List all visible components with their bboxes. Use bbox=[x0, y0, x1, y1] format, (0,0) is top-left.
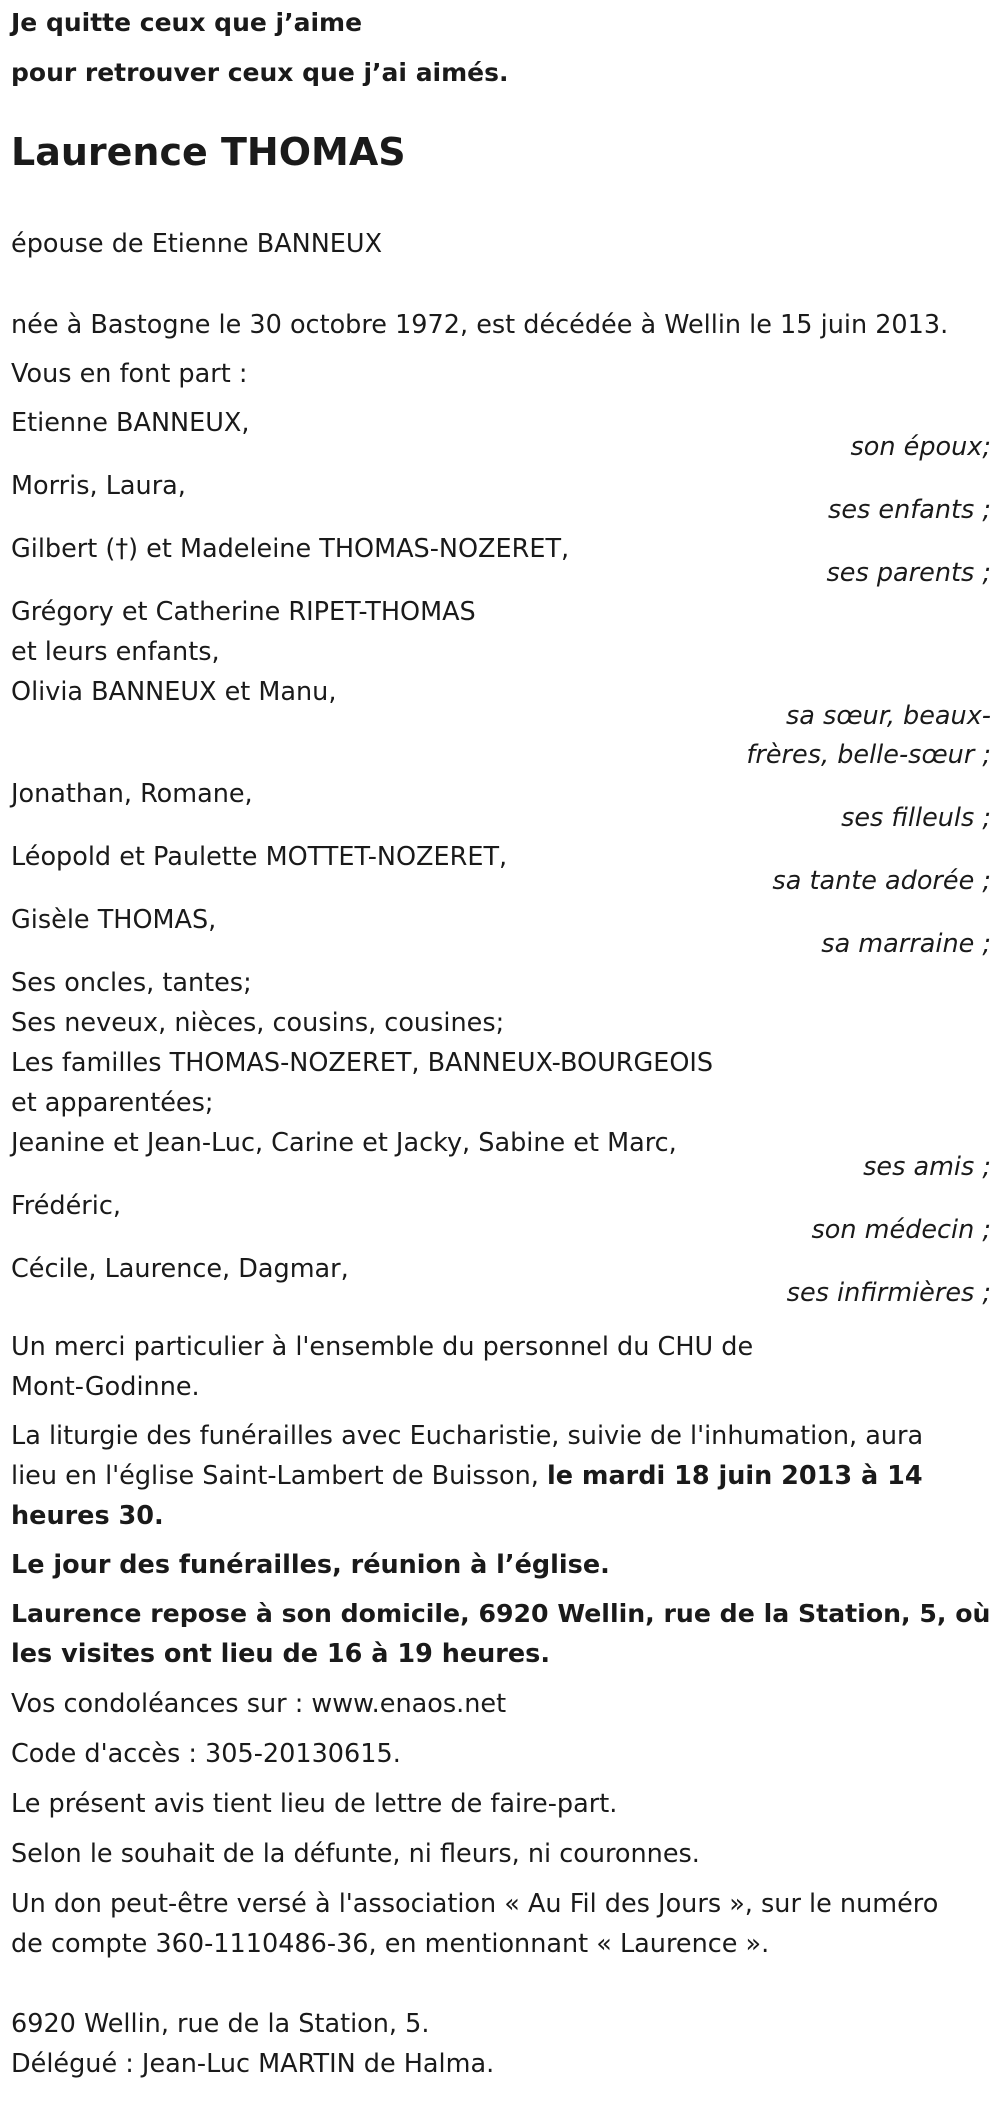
liturgy-line-2 bbox=[11, 1456, 923, 1496]
liturgy-line-1: La liturgie des funérailles avec Eucharistie, suivie de l'inhumation, aura bbox=[11, 1421, 924, 1451]
family-name-siblings-1: Grégory et Catherine RIPET-THOMAS bbox=[11, 597, 476, 627]
announce-line: Vous en font part : bbox=[11, 359, 248, 389]
condolences-line: Vos condoléances sur : www.enaos.net bbox=[11, 1689, 507, 1719]
liturgy-location: lieu en l'église Saint-Lambert de Buisson, bbox=[11, 1461, 547, 1491]
relation-godchildren: ses filleuls ; bbox=[841, 803, 991, 833]
extended-family-3: Les familles THOMAS-NOZERET, BANNEUX-BOURGEOIS bbox=[11, 1048, 714, 1078]
quote-line-2: pour retrouver ceux que j’ai aimés. bbox=[11, 58, 509, 87]
relation-doctor: son médecin ; bbox=[811, 1215, 991, 1245]
relation-children: ses enfants ; bbox=[828, 495, 991, 525]
footer-address: 6920 Wellin, rue de la Station, 5. bbox=[11, 2009, 430, 2039]
family-name-children: Morris, Laura, bbox=[11, 471, 186, 501]
deceased-name: Laurence THOMAS bbox=[11, 130, 406, 174]
family-name-siblings-2: et leurs enfants, bbox=[11, 637, 220, 667]
relation-siblings-1: sa sœur, beaux- bbox=[786, 701, 991, 731]
family-name-spouse: Etienne BANNEUX, bbox=[11, 408, 250, 438]
extended-family-2: Ses neveux, nièces, cousins, cousines; bbox=[11, 1008, 505, 1038]
family-name-siblings-3: Olivia BANNEUX et Manu, bbox=[11, 677, 337, 707]
spouse-line: épouse de Etienne BANNEUX bbox=[11, 229, 383, 259]
family-name-aunt: Léopold et Paulette MOTTET-NOZERET, bbox=[11, 842, 508, 872]
relation-siblings-2: frères, belle-sœur ; bbox=[746, 740, 991, 770]
relation-parents: ses parents ; bbox=[826, 558, 991, 588]
footer-delegate: Délégué : Jean-Luc MARTIN de Halma. bbox=[11, 2049, 495, 2079]
meeting-line: Le jour des funérailles, réunion à l’église. bbox=[11, 1550, 610, 1580]
extended-family-4: et apparentées; bbox=[11, 1088, 214, 1118]
family-name-parents: Gilbert (†) et Madeleine THOMAS-NOZERET, bbox=[11, 534, 570, 564]
wish-line: Selon le souhait de la défunte, ni fleurs, ni couronnes. bbox=[11, 1839, 700, 1869]
family-name-godchildren: Jonathan, Romane, bbox=[11, 779, 253, 809]
family-name-godmother: Gisèle THOMAS, bbox=[11, 905, 217, 935]
relation-friends: ses amis ; bbox=[863, 1152, 991, 1182]
thanks-line-1: Un merci particulier à l'ensemble du personnel du CHU de bbox=[11, 1332, 754, 1362]
access-code-line: Code d'accès : 305-20130615. bbox=[11, 1739, 401, 1769]
donation-line-2: de compte 360-1110486-36, en mentionnant « Laurence ». bbox=[11, 1929, 770, 1959]
notice-line: Le présent avis tient lieu de lettre de faire-part. bbox=[11, 1789, 618, 1819]
extended-family-1: Ses oncles, tantes; bbox=[11, 968, 252, 998]
thanks-line-2: Mont-Godinne. bbox=[11, 1372, 200, 1402]
donation-line-1: Un don peut-être versé à l'association « Au Fil des Jours », sur le numéro bbox=[11, 1889, 939, 1919]
quote-line-1: Je quitte ceux que j’aime bbox=[11, 8, 363, 37]
relation-godmother: sa marraine ; bbox=[821, 929, 991, 959]
relation-spouse: son époux; bbox=[850, 432, 991, 462]
birth-death-line: née à Bastogne le 30 octobre 1972, est décédée à Wellin le 15 juin 2013. bbox=[11, 310, 949, 340]
nurses-names: Cécile, Laurence, Dagmar, bbox=[11, 1254, 349, 1284]
liturgy-line-3: heures 30. bbox=[11, 1501, 164, 1531]
rest-line-1: Laurence repose à son domicile, 6920 Wellin, rue de la Station, 5, où bbox=[11, 1599, 991, 1628]
relation-nurses: ses infirmières ; bbox=[786, 1278, 991, 1308]
liturgy-date: le mardi 18 juin 2013 à 14 bbox=[546, 1461, 923, 1491]
friends-names: Jeanine et Jean-Luc, Carine et Jacky, Sabine et Marc, bbox=[11, 1128, 677, 1158]
doctor-name: Frédéric, bbox=[11, 1191, 121, 1221]
rest-line-2: les visites ont lieu de 16 à 19 heures. bbox=[11, 1639, 551, 1669]
relation-aunt: sa tante adorée ; bbox=[772, 866, 991, 896]
